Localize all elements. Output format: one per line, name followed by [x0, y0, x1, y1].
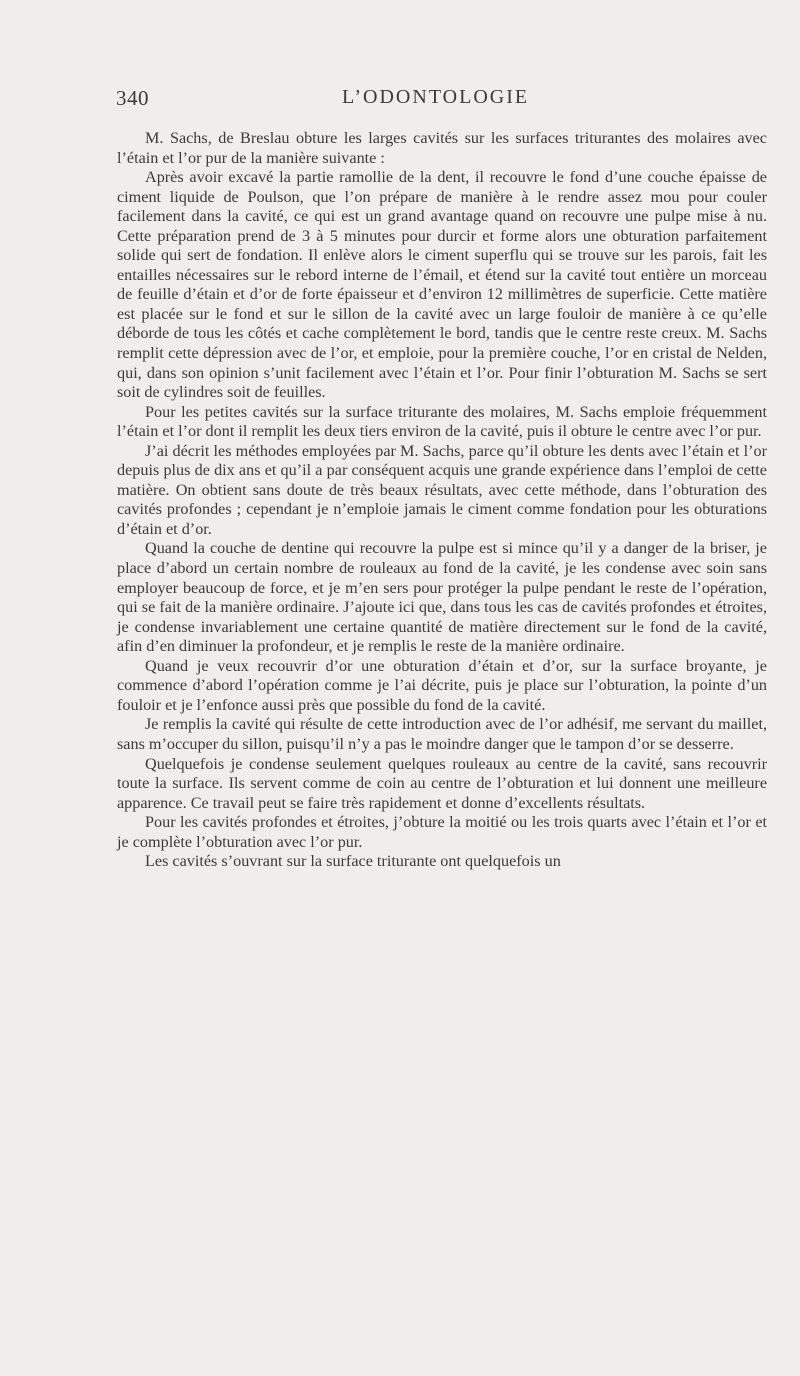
paragraph: Les cavités s’ouvrant sur la surface triturante ont quelquefois un: [145, 852, 561, 871]
paragraph: Après avoir excavé la partie ramollie de la dent, il recouvre le fond d’une couche épaisse de ciment liquide de Poulson, que l’on prépare de manière à le rendre assez mou pour couler facilement dans la cavité, ce qui est un grand avantage quand on recouvre une pulpe mise à nu. Cette préparation prend de 3 à 5 minutes pour durcir et forme alors une obturation parfaitement solide qui sert de fondation. Il enlève alors le ciment superflu qui se trouve sur les parois, fait les entailles nécessaires sur le rebord interne de l’émail, et étend sur la cavité tout entière un morceau de feuille d’étain et d’or de forte épaisseur et d’environ 12 millimètres de superficie. Cette matière est placée sur le fond et sur le sillon de la cavité avec un large fouloir de manière à ce qu’elle déborde de tous les côtés et cache complètement le bord, tandis que le centre reste creux. M. Sachs remplit cette dépression avec de l’or, et emploie, pour la première couche, l’or en cristal de Nelden, qui, dans son opinion s’unit facilement avec l’étain et l’or. Pour finir l’obturation M. Sachs se sert soit de cylindres soit de feuilles.: [117, 168, 767, 402]
paragraph: Pour les cavités profondes et étroites, j’obture la moitié ou les trois quarts avec l’étain et l’or et je complète l’obturation avec l’or pur.: [117, 813, 767, 851]
page-number: 340: [116, 86, 149, 110]
paragraph: Je remplis la cavité qui résulte de cette introduction avec de l’or adhésif, me servant du maillet, sans m’occuper du sillon, puisqu’il n’y a pas le moindre danger que le tampon d’or se desserre.: [117, 715, 767, 753]
body-text: [117, 129, 767, 872]
paragraph: Quelquefois je condense seulement quelques rouleaux au centre de la cavité, sans recouvrir toute la surface. Ils servent comme de coin au centre de l’obturation et lui donnent une meilleure apparence. Ce travail peut se faire très rapidement et donne d’excellents résultats.: [117, 754, 767, 812]
paragraph: J’ai décrit les méthodes employées par M. Sachs, parce qu’il obture les dents avec l’étain et l’or depuis plus de dix ans et qu’il a par conséquent acquis une grande expérience dans l’emploi de cette matière. On obtient sans doute de très beaux résultats, avec cette méthode, dans l’obturation des cavités profondes ; cependant je n’emploie jamais le ciment comme fondation pour les obturations d’étain et d’or.: [117, 441, 767, 538]
paragraph: Quand la couche de dentine qui recouvre la pulpe est si mince qu’il y a danger de la briser, je place d’abord un certain nombre de rouleaux au fond de la cavité, je les condense avec soin sans employer beaucoup de force, et je m’en sers pour protéger la pulpe pendant le reste de l’opération, qui se fait de la manière ordinaire. J’ajoute ici que, dans tous les cas de cavités profondes et étroites, je condense invariablement une certaine quantité de matière directement sur le fond de la cavité, afin d’en diminuer la profondeur, et je remplis le reste de la manière ordinaire.: [117, 539, 767, 656]
page-header: [116, 86, 766, 112]
paragraph: M. Sachs, de Breslau obture les larges cavités sur les surfaces triturantes des molaires avec l’étain et l’or pur de la manière suivante :: [117, 129, 767, 167]
paragraph: Pour les petites cavités sur la surface triturante des molaires, M. Sachs emploie fréquemment l’étain et l’or dont il remplit les deux tiers environ de la cavité, puis il obture le centre avec l’or pur.: [117, 402, 767, 441]
running-title: L’ODONTOLOGIE: [342, 86, 530, 108]
paragraph: Quand je veux recouvrir d’or une obturation d’étain et d’or, sur la surface broyante, je commence d’abord l’opération comme je l’ai décrite, puis je place sur l’obturation, la pointe d’un fouloir et je l’enfonce aussi près que possible du fond de la cavité.: [117, 656, 767, 714]
